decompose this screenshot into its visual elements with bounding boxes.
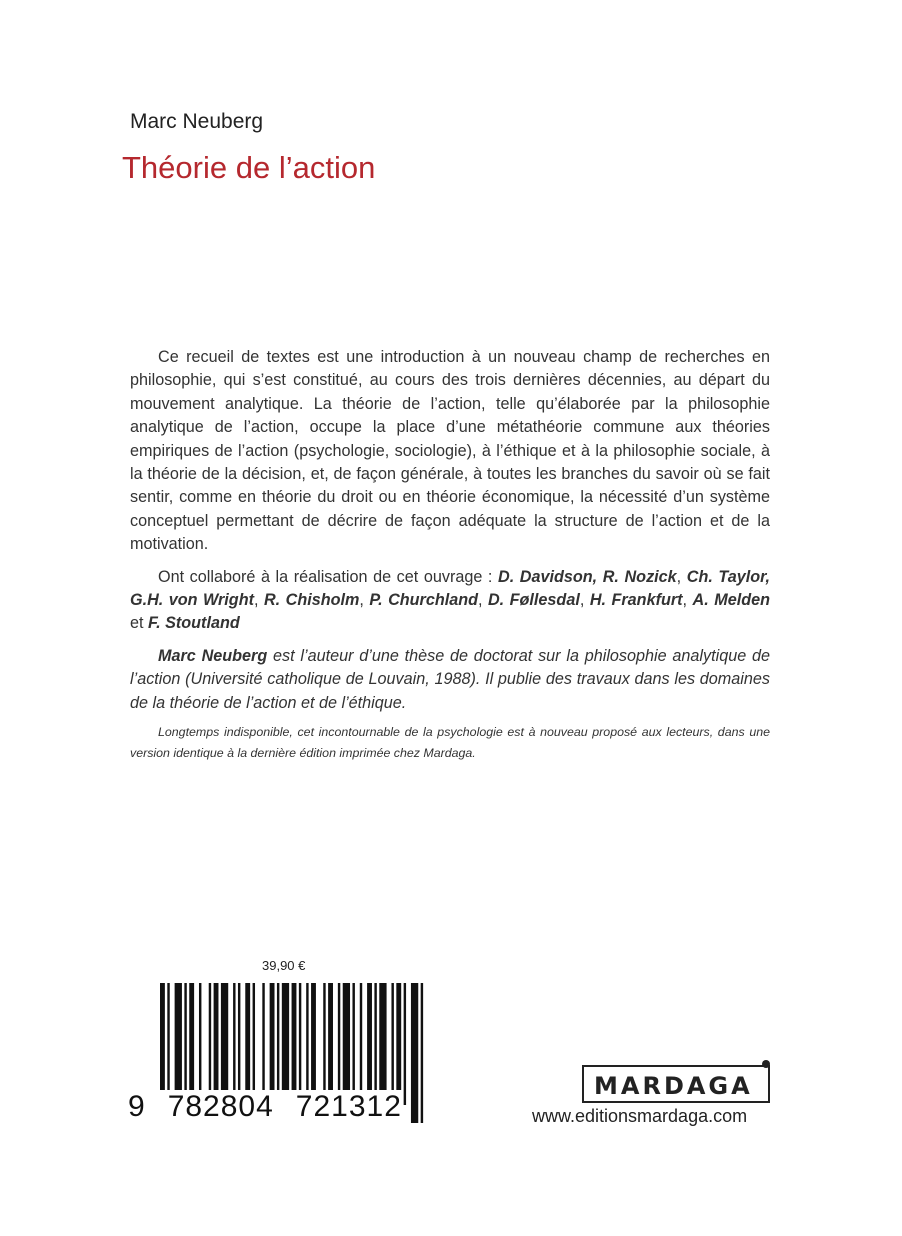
barcode-bar (367, 983, 372, 1105)
author-name: Marc Neuberg (130, 110, 264, 133)
barcode-bar (245, 983, 250, 1105)
logo-dot (762, 1060, 770, 1068)
barcode-bar (277, 983, 279, 1105)
separator: et (130, 614, 148, 633)
price: 39,90 € (262, 958, 306, 973)
logo-text: MARDAGA (594, 1072, 753, 1100)
barcode-bar (360, 983, 362, 1105)
barcode-bar (352, 983, 354, 1105)
barcode-bar (374, 983, 376, 1105)
separator: , (682, 591, 693, 610)
contributor: D. Davidson, R. Nozick (498, 567, 677, 586)
publisher-url: www.editionsmardaga.com (532, 1106, 748, 1126)
separator: , (676, 567, 687, 586)
contributor: A. Melden (692, 591, 770, 610)
barcode-bar (338, 983, 340, 1105)
barcode-bar (421, 983, 423, 1123)
contributor: D. Føllesdal (487, 591, 580, 610)
publisher-logo (582, 1065, 770, 1103)
barcode-bar (209, 983, 211, 1105)
contributors-intro: Ont collaboré à la réalisation de cet ouvrage : (158, 567, 499, 586)
contributors-paragraph (130, 566, 770, 636)
barcode-bar (253, 983, 255, 1105)
barcode-bar (328, 983, 333, 1105)
barcode-bar (396, 983, 401, 1105)
barcode-bar (311, 983, 316, 1105)
barcode-bar (238, 983, 240, 1105)
barcode-bar (379, 983, 386, 1105)
barcode-bar (391, 983, 393, 1105)
barcode-bar (411, 983, 418, 1123)
barcode-bar (199, 983, 201, 1105)
isbn-group-2: 721312 (295, 1090, 402, 1123)
edition-note: Longtemps indisponible, cet incontournable de la psychologie est à nouveau proposé aux lecteurs, dans une version identique à la dernière édition imprimée chez Mardaga. (130, 725, 770, 761)
isbn-group-1: 782804 (167, 1090, 274, 1123)
barcode-bar (404, 983, 406, 1105)
isbn-number (128, 1090, 402, 1124)
barcode-bar (323, 983, 325, 1105)
separator: , (478, 591, 488, 610)
barcode-bar (262, 983, 264, 1105)
isbn-first-digit: 9 (128, 1090, 146, 1123)
contributor: F. Stoutland (148, 614, 240, 633)
back-cover-text (130, 346, 770, 773)
book-title: Théorie de l’action (122, 150, 376, 185)
contributor: R. Chisholm (263, 591, 360, 610)
bio-author-name: Marc Neuberg (158, 646, 268, 665)
description-paragraph: Ce recueil de textes est une introduction à un nouveau champ de recherches en philosophie, qui s’est constitué, au cours des trois dernières décennies, au départ du mouvement analytique. La théorie de l’action, telle qu’élaborée par la philosophie analytique de l’action, occupe la place d’une métathéorie commune aux théories empiriques de l’action (psychologie, sociologie), à l’éthique et à la philosophie sociale, à la théorie de la décision, et, de façon générale, à toutes les branches du savoir où se fait sentir, comme en théorie du droit ou en théorie économique, la nécessité d’un système conceptuel permettant de décrire de façon adéquate la structure de l’action et de la motivation. (130, 348, 770, 554)
barcode-bar (282, 983, 289, 1105)
contributor: Ch. Taylor, G.H. von Wright (130, 567, 771, 610)
contributor: P. Churchland (369, 591, 478, 610)
barcode-bar (184, 983, 186, 1105)
barcode-bar (306, 983, 308, 1105)
barcode-bar (221, 983, 228, 1105)
separator: , (359, 591, 370, 610)
barcode-bar (233, 983, 235, 1105)
bio-text: est l’auteur d’une thèse de doctorat sur la philosophie analytique de l’action (Université catholique de Louvain, 1988). Il publie des travaux dans les domaines de la théorie de l’action et de l’éthique. (130, 646, 770, 712)
barcode-bar (270, 983, 275, 1105)
barcode-bar (189, 983, 194, 1105)
contributor: H. Frankfurt (589, 591, 683, 610)
separator: , (579, 591, 590, 610)
author-bio (130, 645, 770, 715)
separator: , (253, 591, 264, 610)
barcode-bar (343, 983, 350, 1105)
barcode-bar (175, 983, 182, 1105)
barcode-bar (214, 983, 219, 1105)
